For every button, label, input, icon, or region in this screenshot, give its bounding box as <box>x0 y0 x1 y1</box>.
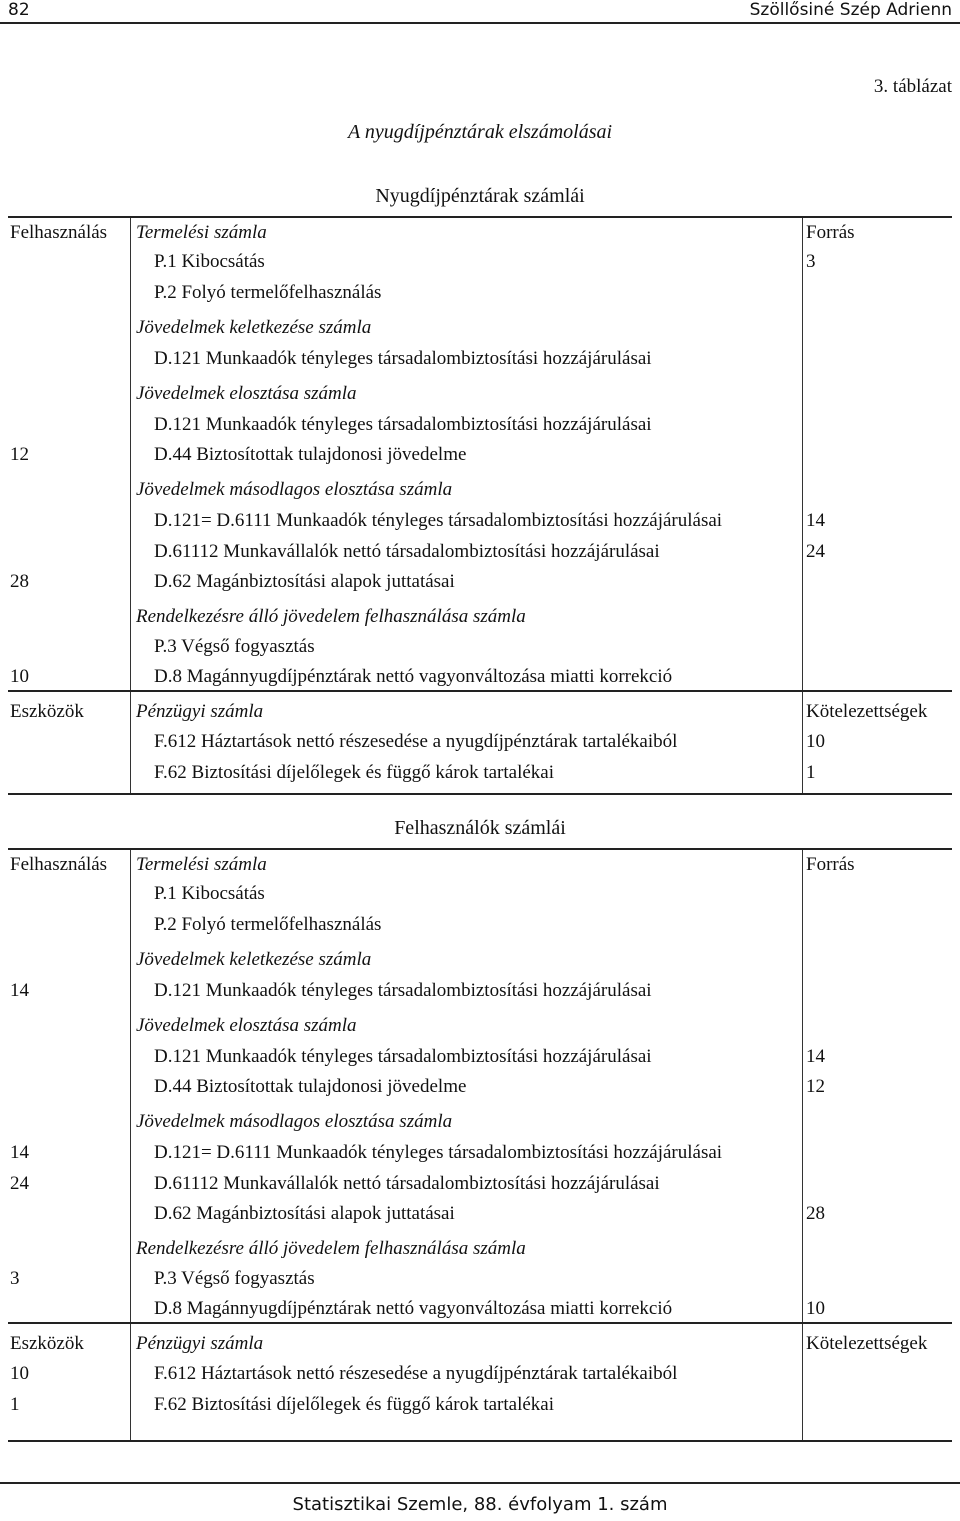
transaction-label: D.121= D.6111 Munkaadók tényleges társadalombiztosítási hozzájárulásai <box>154 510 723 531</box>
horizontal-rule <box>8 1322 952 1324</box>
transaction-row <box>8 1170 952 1198</box>
resources-value: 24 <box>806 541 825 562</box>
transaction-row <box>8 977 952 1005</box>
transaction-row <box>8 1073 952 1101</box>
resources-value: 10 <box>806 1298 825 1319</box>
transaction-row <box>8 880 952 908</box>
resources-value: 12 <box>806 1076 825 1097</box>
sub-account-label-row <box>8 476 952 504</box>
transaction-row <box>8 411 952 439</box>
sub-account-name: Jövedelmek másodlagos elosztása számla <box>136 479 453 500</box>
transaction-row <box>8 911 952 939</box>
transaction-row <box>8 507 952 535</box>
sub-account-label-row <box>8 603 952 631</box>
transaction-label: D.8 Magánnyugdíjpénztárak nettó vagyonváltozása miatti korrekció <box>154 1298 673 1319</box>
table-title: A nyugdíjpénztárak elszámolásai <box>347 121 613 143</box>
transaction-label: D.121 Munkaadók tényleges társadalombiztosítási hozzájárulásai <box>154 414 652 435</box>
section-title-pension-funds: Nyugdíjpénztárak számlái <box>375 185 585 207</box>
transaction-row <box>8 441 952 469</box>
uses-value: 14 <box>10 980 29 1001</box>
uses-value: 28 <box>10 571 29 592</box>
transaction-row <box>8 1200 952 1228</box>
transaction-row <box>8 633 952 661</box>
transaction-row <box>8 1139 952 1167</box>
account-table-users <box>8 848 952 1442</box>
header-resources: Forrás <box>806 222 855 243</box>
transaction-label: P.2 Folyó termelőfelhasználás <box>154 282 382 303</box>
transaction-row <box>8 1265 952 1293</box>
transaction-row <box>8 279 952 307</box>
table-label: 3. táblázat <box>873 76 952 97</box>
transaction-row <box>8 345 952 373</box>
financial-transaction-row <box>8 759 952 787</box>
resources-value: 28 <box>806 1203 825 1224</box>
uses-value: 3 <box>10 1268 20 1289</box>
transaction-row <box>8 248 952 276</box>
transaction-row <box>8 663 952 691</box>
sub-account-name: Jövedelmek elosztása számla <box>136 1015 357 1036</box>
transaction-label: D.121 Munkaadók tényleges társadalombiztosítási hozzájárulásai <box>154 348 652 369</box>
liabilities-value: 1 <box>806 762 816 783</box>
sub-account-label-row <box>8 314 952 342</box>
uses-value: 14 <box>10 1142 29 1163</box>
transaction-label: D.121 Munkaadók tényleges társadalombiztosítási hozzájárulásai <box>154 980 652 1001</box>
sub-account-label-row <box>8 1012 952 1040</box>
page-number: 82 <box>8 0 30 20</box>
section-title-users: Felhasználók számlái <box>394 817 566 839</box>
header-account-name: Termelési számla <box>136 222 267 243</box>
transaction-label: D.62 Magánbiztosítási alapok juttatásai <box>154 571 455 592</box>
sub-account-name: Jövedelmek másodlagos elosztása számla <box>136 1111 453 1132</box>
financial-transaction-label: F.612 Háztartások nettó részesedése a nyugdíjpénztárak tartalékaiból <box>154 731 678 752</box>
header-resources: Forrás <box>806 854 855 875</box>
header-account-name: Termelési számla <box>136 854 267 875</box>
transaction-label: D.121 Munkaadók tényleges társadalombiztosítási hozzájárulásai <box>154 1046 652 1067</box>
transaction-label: D.61112 Munkavállalók nettó társadalombiztosítási hozzájárulásai <box>154 541 660 562</box>
account-header-row <box>8 219 952 247</box>
header-financial-account: Pénzügyi számla <box>136 701 264 722</box>
sub-account-label-row <box>8 380 952 408</box>
transaction-label: P.1 Kibocsátás <box>154 883 265 904</box>
financial-account-header-row <box>8 1330 952 1358</box>
financial-transaction-row <box>8 1360 952 1388</box>
transaction-row <box>8 568 952 596</box>
running-header <box>0 0 960 24</box>
transaction-label: P.3 Végső fogyasztás <box>154 1268 315 1289</box>
transaction-label: P.1 Kibocsátás <box>154 251 265 272</box>
sub-account-label-row <box>8 946 952 974</box>
transaction-label: D.62 Magánbiztosítási alapok juttatásai <box>154 1203 455 1224</box>
transaction-label: D.44 Biztosítottak tulajdonosi jövedelme <box>154 1076 467 1097</box>
transaction-row <box>8 538 952 566</box>
transaction-label: P.3 Végső fogyasztás <box>154 636 315 657</box>
liabilities-value: 10 <box>806 731 825 752</box>
transaction-row <box>8 1295 952 1323</box>
header-assets: Eszközök <box>10 1333 84 1354</box>
header-uses: Felhasználás <box>10 222 108 243</box>
footer-journal: Statisztikai Szemle, 88. évfolyam 1. szám <box>292 1494 668 1515</box>
header-liabilities: Kötelezettségek <box>806 701 928 722</box>
header-financial-account: Pénzügyi számla <box>136 1333 264 1354</box>
resources-value: 14 <box>806 1046 825 1067</box>
footer <box>0 1482 960 1515</box>
account-table-pension-funds <box>8 216 952 795</box>
assets-value: 10 <box>10 1363 29 1384</box>
sub-account-name: Rendelkezésre álló jövedelem felhasználása számla <box>136 606 526 627</box>
uses-value: 10 <box>10 666 29 687</box>
sub-account-name: Jövedelmek elosztása számla <box>136 383 357 404</box>
uses-value: 24 <box>10 1173 29 1194</box>
transaction-label: D.44 Biztosítottak tulajdonosi jövedelme <box>154 444 467 465</box>
sub-account-name: Jövedelmek keletkezése számla <box>136 949 372 970</box>
transaction-row <box>8 1043 952 1071</box>
transaction-label: P.2 Folyó termelőfelhasználás <box>154 914 382 935</box>
header-uses: Felhasználás <box>10 854 108 875</box>
assets-value: 1 <box>10 1394 20 1415</box>
resources-value: 14 <box>806 510 825 531</box>
financial-transaction-label: F.62 Biztosítási díjelőlegek és függő károk tartalékai <box>154 1394 555 1415</box>
running-author: Szöllősiné Szép Adrienn <box>749 0 952 20</box>
transaction-label: D.61112 Munkavállalók nettó társadalombiztosítási hozzájárulásai <box>154 1173 660 1194</box>
financial-transaction-label: F.62 Biztosítási díjelőlegek és függő károk tartalékai <box>154 762 555 783</box>
financial-transaction-label: F.612 Háztartások nettó részesedése a nyugdíjpénztárak tartalékaiból <box>154 1363 678 1384</box>
financial-account-header-row <box>8 698 952 726</box>
financial-transaction-row <box>8 728 952 756</box>
account-header-row <box>8 851 952 879</box>
resources-value: 3 <box>806 251 816 272</box>
header-liabilities: Kötelezettségek <box>806 1333 928 1354</box>
sub-account-label-row <box>8 1108 952 1136</box>
sub-account-name: Jövedelmek keletkezése számla <box>136 317 372 338</box>
header-assets: Eszközök <box>10 701 84 722</box>
sub-account-label-row <box>8 1235 952 1263</box>
financial-transaction-row <box>8 1391 952 1419</box>
sub-account-name: Rendelkezésre álló jövedelem felhasználása számla <box>136 1238 526 1259</box>
uses-value: 12 <box>10 444 29 465</box>
horizontal-rule <box>8 690 952 692</box>
transaction-label: D.121= D.6111 Munkaadók tényleges társadalombiztosítási hozzájárulásai <box>154 1142 723 1163</box>
transaction-label: D.8 Magánnyugdíjpénztárak nettó vagyonváltozása miatti korrekció <box>154 666 673 687</box>
